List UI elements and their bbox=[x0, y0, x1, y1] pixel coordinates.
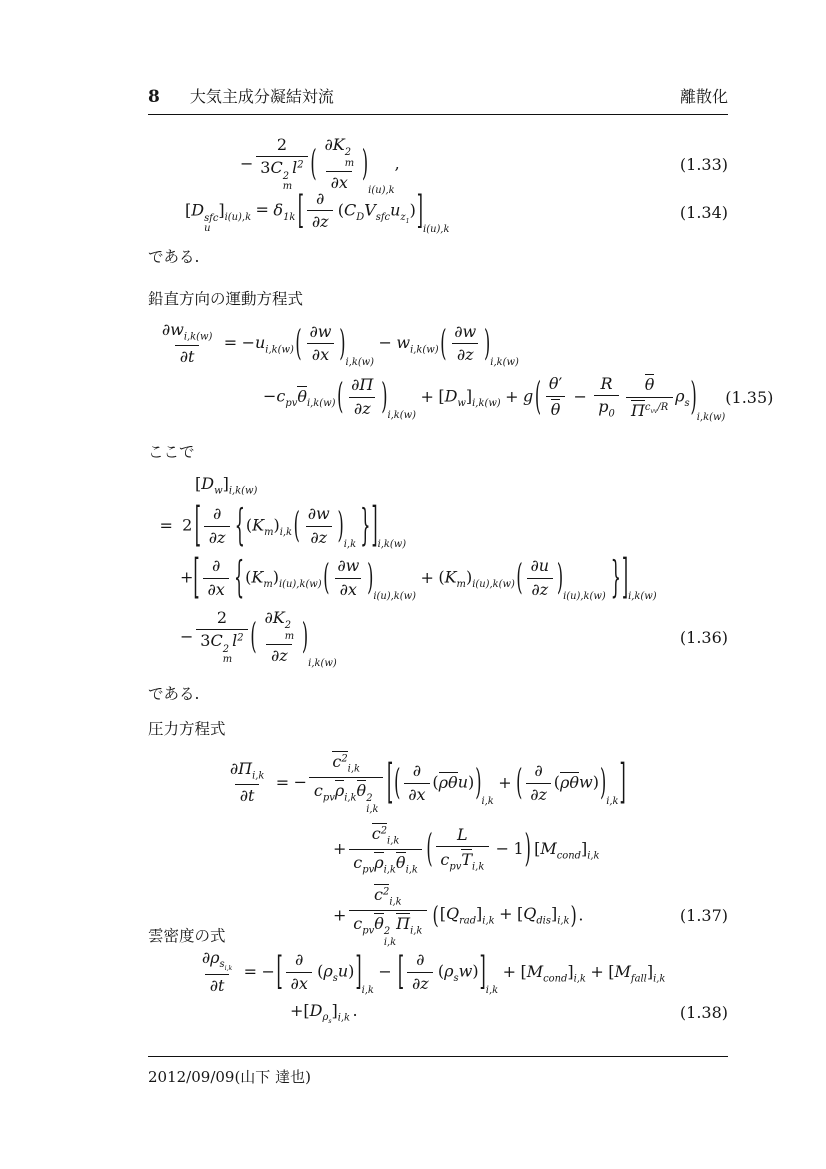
header-chapter-title: 離散化 bbox=[679, 87, 728, 106]
equation-line: + $c^2_{i,k}$ $c_{pv}\rho_{i,k}\theta_{i,k}$ ( L $c_{pv}T_{i,k}$ − 1 ) $[M_{cond}]_{i,k}$ bbox=[333, 824, 600, 876]
heading-cloud-density: 雲密度の式 bbox=[148, 927, 226, 945]
page-footer bbox=[148, 1056, 728, 1087]
paragraph-dearu-1: である. bbox=[148, 248, 200, 266]
equation-line: $[D_w]_{i,k(w)}$ bbox=[195, 474, 258, 497]
equation-line: + [ ∂ ∂x { $(K_m)_{i(u),k(w)}$ ( $\frac{\partial w}{\partial x}$ ) i(u),k(w) + $(K_m)_{i(u),k(w)}$ ( $\frac{\partial u}{\partial z}$ ) i(u),k(w) } ] i,k(w) bbox=[180, 549, 657, 605]
equation-1-36 bbox=[148, 474, 728, 669]
header-section-title: 大気主成分凝結対流 bbox=[189, 87, 334, 106]
equation-1-34 bbox=[148, 186, 728, 236]
page-header bbox=[148, 84, 728, 115]
equation-number: (1.35) bbox=[725, 387, 774, 407]
equation-line: + $c^2_{i,k}$ $c_{pv}\theta$ 2 i,k $\Pi_{i,k}$ ( $[Q_{rad}]_{i,k} + [Q_{dis}]_{i,k}$ ) . (1.37) bbox=[333, 884, 728, 948]
equation-line: $+[D\rho_s]_{i,k}$ . (1.38) bbox=[290, 1000, 728, 1025]
equation-number: (1.38) bbox=[679, 1003, 728, 1023]
equation-1-38 bbox=[148, 949, 728, 1025]
heading-pressure-equation: 圧力方程式 bbox=[148, 720, 226, 738]
footer-date-author: 2012/09/09(山下 達也) bbox=[148, 1068, 311, 1086]
equation-line: − 2 3C 2 m $l^2$ ( ∂K 2 m ∂x ) i(u),k , (1.33) bbox=[240, 135, 728, 196]
equation-1-35 bbox=[148, 320, 774, 424]
equation-number: (1.36) bbox=[679, 627, 728, 647]
equation-line: − 2 3C 2 m $l^2$ ( ∂K 2 m ∂z ) i,k(w) (1.36) bbox=[180, 607, 728, 669]
equation-number: (1.37) bbox=[679, 906, 728, 926]
equation-line: $\frac{\partial\Pi_{i,k}}{\partial t}$ = − $c^2_{i,k}$ $c_{pv}\rho_{i,k}\theta$ 2 i,k [ ( ∂ ∂x (ρθu) ) i,k + ( ∂ ∂z (ρθw) ) i,k ] bbox=[229, 752, 626, 815]
equation-number: (1.33) bbox=[679, 154, 728, 174]
equation-1-37 bbox=[148, 751, 728, 948]
equation-line: [D sfc u ]$_{i(u),k} = \delta_{1k}$ [ ∂ ∂z $(C_DV_{sfc}uz_1)$ ] i(u),k (1.34) bbox=[185, 186, 728, 236]
equation-line: = 2 [ ∂ ∂z { $(K_m)_{i,k}$ ( $\frac{\partial w}{\partial z}$ ) i,k } ] i,k(w) bbox=[159, 497, 407, 553]
heading-vertical-momentum: 鉛直方向の運動方程式 bbox=[148, 290, 304, 308]
page-number: 8 bbox=[148, 87, 160, 107]
equation-line: $-c_{pv}\theta_{i,k(w)}$ ( $\frac{\partial\Pi}{\partial z}$ ) i,k(w) + $[D_w]_{i,k(w)} + g$ ( $\frac{\theta'}{\theta}$ − $\frac{R}{p_0}$ θ $\Pi c_{vv}/R$ $\rho_s$ ) i,k(w) (1.35) bbox=[263, 373, 774, 424]
paragraph-kokode: ここで bbox=[148, 443, 195, 461]
equation-number: (1.34) bbox=[679, 202, 728, 222]
equation-1-33 bbox=[148, 135, 728, 196]
equation-line: $\partial\rho s_{i,k}$ ∂t = − [ ∂ ∂x $(\rho_su)$ ] i,k − [ ∂ ∂z $(\rho_sw)$ ] i,k + $[M_{cond}]_{i,k} + [M_{fall}]_{i,k}$ bbox=[201, 948, 666, 997]
paragraph-dearu-2: である. bbox=[148, 685, 200, 703]
equation-line: $\frac{\partial w_{i,k(w)}}{\partial t}$ = $-u_{i,k(w)}$ ( $\frac{\partial w}{\partial x}$ ) i,k(w) − $w_{i,k(w)}$ ( $\frac{\partial w}{\partial z}$ ) i,k(w) bbox=[161, 320, 519, 368]
